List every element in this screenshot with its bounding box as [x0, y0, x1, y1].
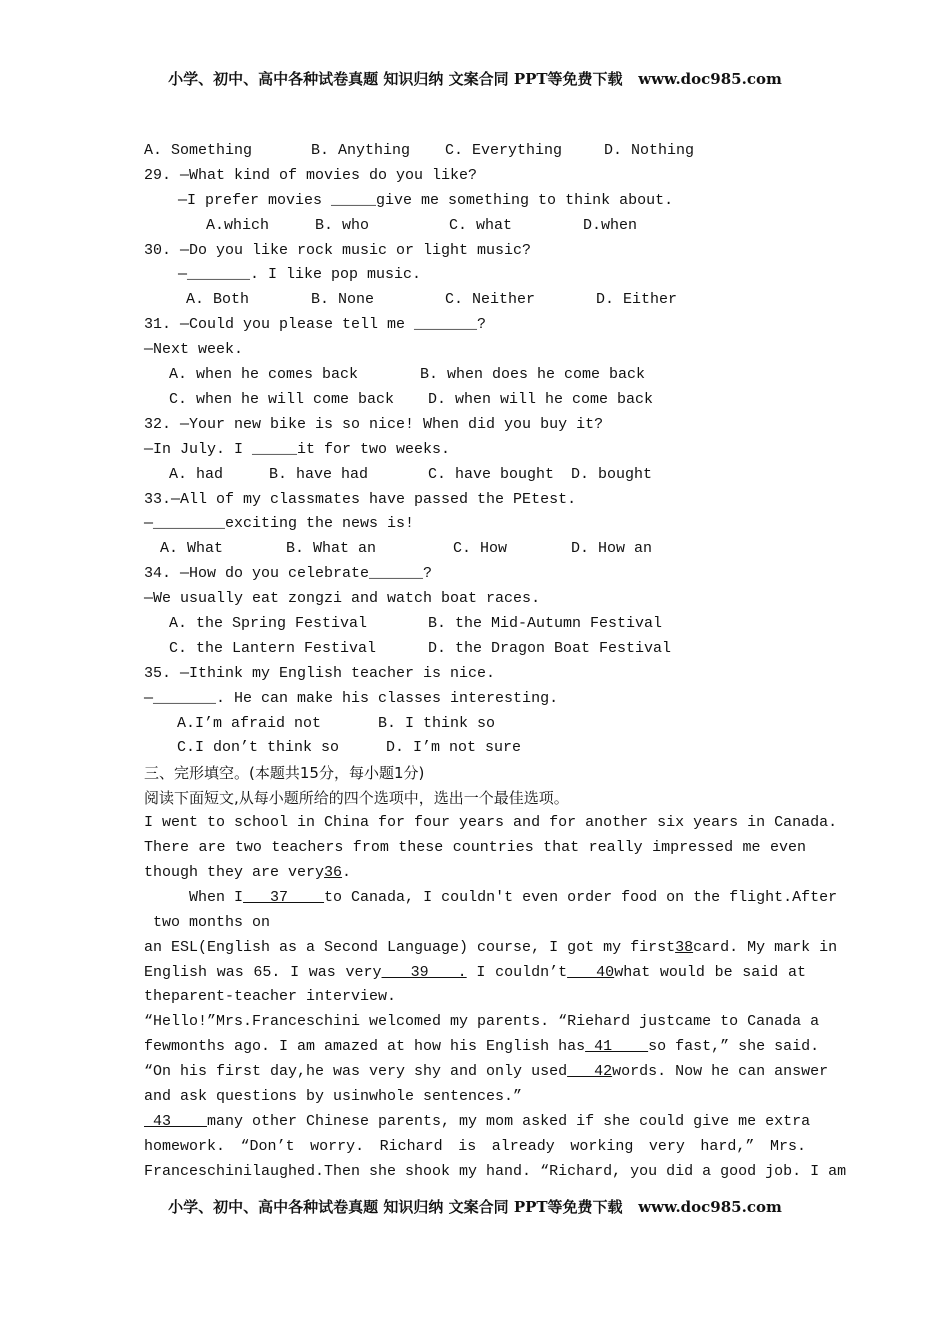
q28-option-d: D. Nothing [604, 142, 695, 159]
q29-option-d: D.when [583, 217, 638, 234]
blank-36: 36 [324, 864, 343, 881]
page-footer: 小学、初中、高中各种试卷真题 知识归纳 文案合同 PPT等免费下载 www.doc985.com [168, 1198, 782, 1216]
section3-title: 三、完形填空。(本题共15分，每小题1分) [144, 764, 425, 782]
q32-answer: —In July. I _____it for two weeks. [144, 441, 451, 458]
q31-option-b: B. when does he come back [420, 366, 646, 383]
q34-prompt: 34. —How do you celebrate______? [144, 565, 433, 582]
q33-option-c: C. How [453, 540, 508, 557]
blank-40: 40 [567, 964, 615, 981]
q31-option-a: A. when he comes back [169, 366, 359, 383]
passage-line: and ask questions by usinwhole sentences.” [144, 1088, 523, 1105]
q33-option-a: A. What [160, 540, 224, 557]
q33-option-d: D. How an [571, 540, 653, 557]
passage-line: an ESL(English as a Second Language) course, I got my first38card. My mark in [144, 939, 838, 956]
q30-option-c: C. Neither [445, 291, 536, 308]
passage-line: There are two teachers from these countries that really impressed me even [144, 839, 806, 856]
passage-line: When I 37 to Canada, I couldn't even order food on the flight.After [144, 889, 838, 906]
q33-prompt: 33.—All of my classmates have passed the PEtest. [144, 491, 577, 508]
q31-option-c: C. when he will come back [169, 391, 395, 408]
q29-option-c: C. what [449, 217, 513, 234]
q30-option-b: B. None [311, 291, 375, 308]
blank-43: 43 [144, 1113, 208, 1130]
q32-option-a: A. had [169, 466, 224, 483]
q32-option-c: C. have bought [428, 466, 555, 483]
q28-option-c: C. Everything [445, 142, 563, 159]
q31-prompt: 31. —Could you please tell me _______? [144, 316, 487, 333]
q35-prompt: 35. —Ithink my English teacher is nice. [144, 665, 496, 682]
passage-line: Franceschinilaughed.Then she shook my hand. “Richard, you did a good job. I am [144, 1163, 847, 1180]
q31-answer: —Next week. [144, 341, 244, 358]
q34-option-d: D. the Dragon Boat Festival [428, 640, 672, 657]
passage-line: fewmonths ago. I am amazed at how his English has 41 so fast,” she said. [144, 1038, 820, 1055]
page-header: 小学、初中、高中各种试卷真题 知识归纳 文案合同 PPT等免费下载 www.doc985.com [168, 70, 782, 88]
q33-answer: —________exciting the news is! [144, 515, 415, 532]
passage-line: “On his first day,he was very shy and only used 42words. Now he can answer [144, 1063, 829, 1080]
passage-line: “Hello!”Mrs.Franceschini welcomed my parents. “Riehard justcame to Canada a [144, 1013, 820, 1030]
q30-option-d: D. Either [596, 291, 678, 308]
q29-option-b: B. who [315, 217, 370, 234]
passage-line: two months on [144, 914, 271, 931]
q35-option-b: B. I think so [378, 715, 496, 732]
q29-option-a: A.which [206, 217, 270, 234]
blank-37: 37 [243, 889, 325, 906]
q32-option-b: B. have had [269, 466, 369, 483]
q32-option-d: D. bought [571, 466, 653, 483]
blank-41: 41 [585, 1038, 649, 1055]
q31-option-d: D. when will he come back [428, 391, 654, 408]
q35-option-a: A.I’m afraid not [177, 715, 322, 732]
q30-answer: —_______. I like pop music. [178, 266, 422, 283]
q34-option-b: B. the Mid-Autumn Festival [428, 615, 663, 632]
q30-prompt: 30. —Do you like rock music or light music? [144, 242, 532, 259]
q29-answer: —I prefer movies _____give me something to think about. [178, 192, 674, 209]
q35-option-d: D. I’m not sure [386, 739, 522, 756]
blank-38: 38 [675, 939, 694, 956]
passage-line: theparent-teacher interview. [144, 988, 397, 1005]
q28-option-a: A. Something [144, 142, 253, 159]
blank-39: 39 . [381, 964, 467, 981]
passage-line: homework. “Don’t worry. Richard is already working very hard,” Mrs. [144, 1138, 806, 1155]
q30-option-a: A. Both [186, 291, 250, 308]
q35-answer: —_______. He can make his classes interesting. [144, 690, 559, 707]
passage-line: though they are very36. [144, 864, 352, 881]
q34-option-a: A. the Spring Festival [169, 615, 368, 632]
q34-answer: —We usually eat zongzi and watch boat races. [144, 590, 541, 607]
q33-option-b: B. What an [286, 540, 377, 557]
section3-instruction: 阅读下面短文,从每小题所给的四个选项中，选出一个最佳选项。 [144, 789, 569, 807]
passage-line: 43 many other Chinese parents, my mom asked if she could give me extra [144, 1113, 811, 1130]
passage-line: I went to school in China for four years and for another six years in Canada. [144, 814, 838, 831]
passage-line: English was 65. I was very 39 . I couldn’t 40what would be said at [144, 964, 806, 981]
q32-prompt: 32. —Your new bike is so nice! When did you buy it? [144, 416, 604, 433]
q29-prompt: 29. —What kind of movies do you like? [144, 167, 478, 184]
blank-42: 42 [567, 1063, 613, 1080]
q35-option-c: C.I don’t think so [177, 739, 340, 756]
q28-option-b: B. Anything [311, 142, 411, 159]
q34-option-c: C. the Lantern Festival [169, 640, 377, 657]
